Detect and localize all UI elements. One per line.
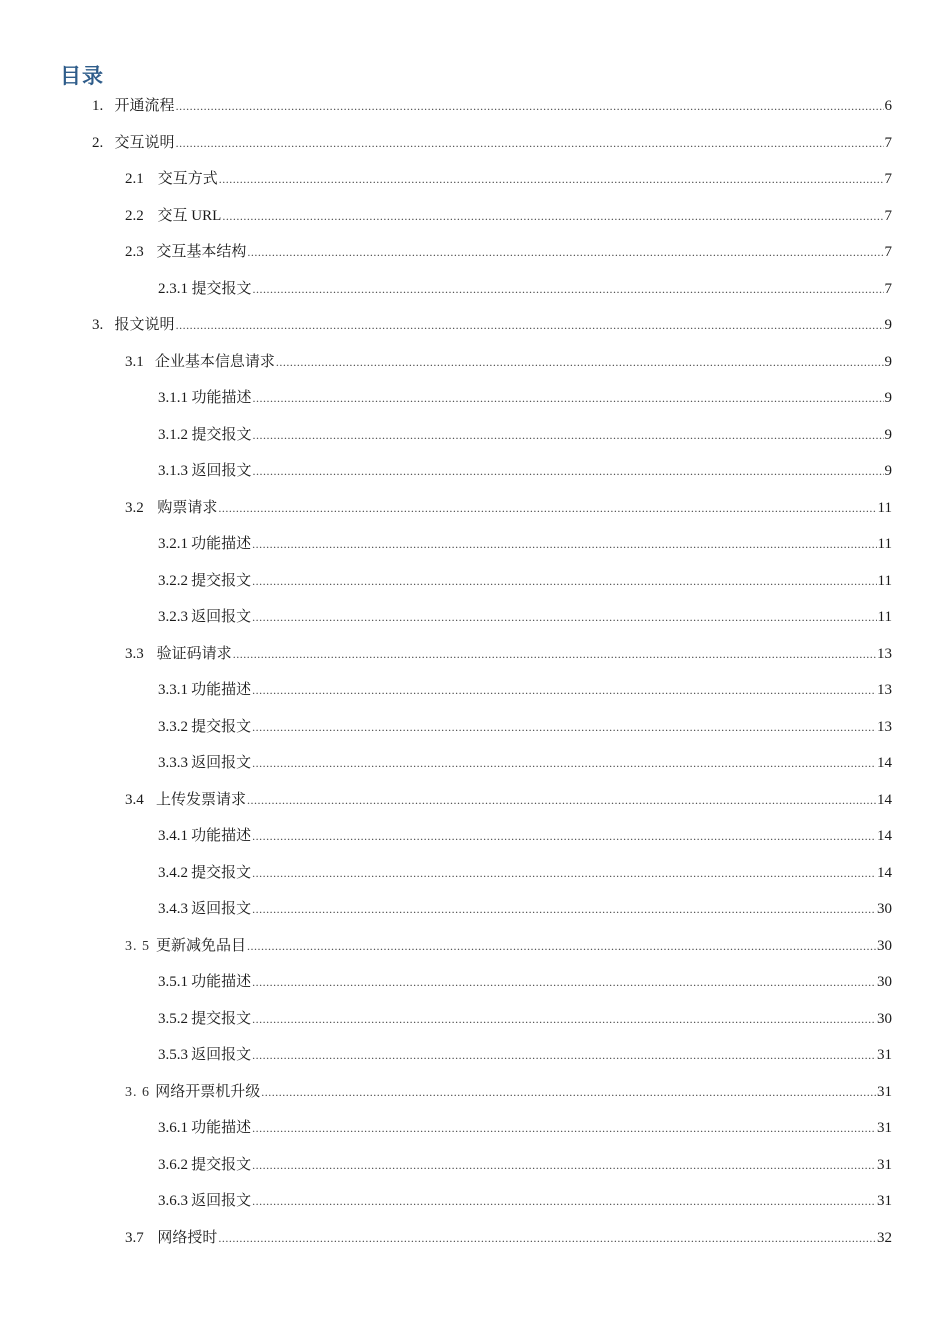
toc-entry-page-number: 30: [877, 974, 892, 990]
toc-entry-label: 开通流程: [114, 98, 175, 114]
toc-dot-leader: [176, 99, 884, 114]
toc-dot-leader: [252, 756, 876, 771]
toc-entry-number: 3.4: [125, 791, 144, 808]
toc-entry-number: 2.1: [125, 171, 144, 187]
toc-entry-page-number: 32: [877, 1229, 892, 1246]
toc-entry-number: 3.4.3: [158, 901, 188, 917]
toc-dot-leader: [176, 136, 884, 151]
toc-entry-label: 功能描述: [191, 682, 252, 698]
toc-entry-page-number: 14: [877, 755, 892, 771]
toc-dot-leader: [252, 902, 876, 917]
toc-dot-leader: [252, 1121, 876, 1136]
toc-entry-page-number: 31: [877, 1193, 892, 1209]
toc-entry-number: 3.2.1: [158, 536, 188, 552]
table-of-contents: [0, 86, 950, 1254]
toc-entry-page-number: 9: [884, 390, 892, 406]
toc-entry-line: [125, 1080, 892, 1101]
toc-dot-leader: [252, 1194, 876, 1209]
toc-entry-number: 3.1.3: [158, 463, 188, 479]
toc-entry-label: 购票请求: [157, 499, 218, 516]
toc-entry-label: 交互 URL: [157, 207, 222, 224]
toc-entry[interactable]: [0, 123, 950, 160]
toc-entry[interactable]: [0, 86, 950, 123]
toc-entry-line: [158, 569, 892, 590]
toc-entry-line: [158, 861, 892, 882]
toc-entry-page-number: 7: [884, 280, 892, 297]
toc-entry-line: [92, 313, 892, 334]
toc-entry-number: 2.3: [125, 244, 144, 260]
toc-entry[interactable]: [0, 780, 950, 817]
toc-entry-label: 功能描述: [191, 536, 252, 552]
toc-entry[interactable]: [0, 488, 950, 525]
toc-entry-number: 3.6.3: [158, 1193, 188, 1209]
toc-entry[interactable]: [0, 378, 950, 415]
toc-dot-leader: [218, 1231, 876, 1246]
toc-entry[interactable]: [0, 196, 950, 233]
toc-dot-leader: [247, 245, 883, 260]
toc-entry-number: 3.2: [125, 499, 144, 516]
toc-entry[interactable]: [0, 1181, 950, 1218]
toc-entry-line: [158, 1043, 892, 1064]
toc-entry-number: 3.1.1: [158, 390, 188, 406]
toc-entry-number: 2.: [92, 134, 104, 151]
toc-entry-number: 3.3.1: [158, 682, 188, 698]
toc-entry-label: 返回报文: [191, 609, 252, 625]
toc-dot-leader: [252, 683, 876, 698]
toc-entry-label: 交互基本结构: [156, 244, 247, 260]
toc-entry-label: 提交报文: [191, 1010, 252, 1027]
toc-entry-number: 3.1.2: [158, 426, 188, 443]
toc-entry-line: [158, 277, 892, 298]
toc-entry[interactable]: [0, 1145, 950, 1182]
toc-entry-line: [158, 897, 892, 918]
toc-entry-number: 2.2: [125, 207, 144, 224]
toc-entry-label: 网络开票机升级: [155, 1083, 261, 1100]
toc-entry-number: 3.4.1: [158, 828, 188, 844]
toc-entry[interactable]: [0, 1035, 950, 1072]
toc-entry-number: 1.: [92, 98, 104, 114]
toc-dot-leader: [261, 1085, 876, 1100]
toc-entry[interactable]: [0, 1218, 950, 1255]
toc-entry-label: 返回报文: [191, 1193, 252, 1209]
toc-entry-label: 功能描述: [191, 390, 252, 406]
toc-entry-label: 提交报文: [191, 280, 252, 297]
toc-entry-page-number: 31: [877, 1120, 892, 1136]
toc-dot-leader: [252, 1048, 876, 1063]
toc-entry-number: 3.3: [125, 645, 144, 662]
toc-entry-page-number: 31: [877, 1047, 892, 1063]
toc-dot-leader: [252, 574, 876, 589]
toc-entry[interactable]: [0, 743, 950, 780]
toc-entry[interactable]: [0, 889, 950, 926]
toc-entry-label: 返回报文: [191, 901, 252, 917]
toc-entry[interactable]: [0, 707, 950, 744]
toc-entry-page-number: 9: [884, 463, 892, 479]
toc-entry-label: 网络授时: [157, 1229, 218, 1246]
toc-entry-number: 3. 6: [125, 1084, 150, 1100]
toc-dot-leader: [252, 720, 876, 735]
toc-dot-leader: [253, 464, 884, 479]
toc-entry-page-number: 13: [877, 718, 892, 735]
toc-entry[interactable]: [0, 926, 950, 963]
toc-entry[interactable]: [0, 816, 950, 853]
toc-entry-label: 功能描述: [191, 828, 252, 844]
toc-entry-page-number: 30: [877, 937, 892, 954]
toc-entry-line: [158, 1189, 892, 1210]
toc-dot-leader: [253, 391, 884, 406]
toc-entry[interactable]: [0, 962, 950, 999]
toc-entry[interactable]: [0, 634, 950, 671]
toc-entry-page-number: 7: [884, 207, 892, 224]
toc-entry-line: [125, 642, 892, 663]
toc-entry-number: 3.2.3: [158, 609, 188, 625]
toc-entry-label: 交互说明: [114, 134, 175, 151]
toc-dot-leader: [247, 939, 876, 954]
toc-entry-line: [125, 496, 892, 517]
toc-entry-line: [158, 605, 892, 626]
toc-entry-label: 报文说明: [114, 317, 175, 333]
toc-entry[interactable]: [0, 451, 950, 488]
toc-entry[interactable]: [0, 999, 950, 1036]
toc-entry-line: [125, 240, 892, 261]
toc-entry[interactable]: [0, 305, 950, 342]
toc-entry-page-number: 31: [877, 1156, 892, 1173]
toc-entry-label: 返回报文: [191, 1047, 252, 1063]
toc-entry-line: [158, 1153, 892, 1174]
toc-entry-page-number: 7: [884, 244, 892, 260]
toc-entry-page-number: 13: [877, 645, 892, 662]
toc-entry-line: [125, 350, 892, 371]
toc-dot-leader: [252, 829, 876, 844]
toc-entry-label: 提交报文: [191, 572, 252, 589]
toc-entry-line: [125, 167, 892, 188]
toc-entry-label: 返回报文: [191, 755, 252, 771]
toc-entry[interactable]: [0, 269, 950, 306]
toc-dot-leader: [252, 537, 876, 552]
toc-entry-page-number: 11: [877, 499, 892, 516]
toc-entry[interactable]: [0, 561, 950, 598]
toc-entry-line: [125, 204, 892, 225]
toc-entry-line: [158, 459, 892, 480]
toc-entry-label: 提交报文: [191, 718, 252, 735]
toc-entry-line: [158, 1116, 892, 1137]
toc-entry-page-number: 31: [877, 1083, 892, 1100]
toc-entry[interactable]: [0, 853, 950, 890]
toc-entry-label: 上传发票请求: [155, 791, 246, 808]
toc-entry-line: [92, 94, 892, 115]
toc-entry-page-number: 14: [877, 828, 892, 844]
toc-dot-leader: [253, 428, 884, 443]
toc-entry-line: [158, 386, 892, 407]
toc-dot-leader: [276, 355, 884, 370]
toc-entry-page-number: 11: [877, 609, 892, 625]
toc-entry-label: 企业基本信息请求: [154, 353, 275, 370]
toc-entry-page-number: 14: [877, 791, 892, 808]
toc-entry-line: [125, 788, 892, 809]
toc-entry-line: [125, 934, 892, 955]
toc-entry-page-number: 14: [877, 864, 892, 881]
toc-entry-number: 3.: [92, 317, 104, 333]
toc-entry-number: 3.3.3: [158, 755, 188, 771]
toc-entry-label: 提交报文: [191, 426, 252, 443]
toc-dot-leader: [252, 610, 876, 625]
toc-entry-line: [158, 532, 892, 553]
toc-entry[interactable]: [0, 524, 950, 561]
toc-entry-page-number: 30: [877, 901, 892, 917]
toc-entry[interactable]: [0, 342, 950, 379]
toc-entry[interactable]: [0, 159, 950, 196]
toc-entry[interactable]: [0, 415, 950, 452]
toc-entry-page-number: 6: [884, 98, 892, 114]
toc-entry-page-number: 11: [877, 572, 892, 589]
toc-entry-number: 3.1: [125, 353, 144, 370]
toc-dot-leader: [252, 1012, 876, 1027]
toc-entry-label: 返回报文: [191, 463, 252, 479]
toc-entry-line: [158, 751, 892, 772]
toc-entry-page-number: 9: [884, 426, 892, 443]
toc-dot-leader: [252, 975, 876, 990]
toc-entry-line: [158, 970, 892, 991]
toc-entry-label: 功能描述: [191, 1120, 252, 1136]
toc-entry[interactable]: [0, 1108, 950, 1145]
toc-dot-leader: [176, 318, 884, 333]
toc-dot-leader: [218, 501, 876, 516]
toc-entry-number: 3.4.2: [158, 864, 188, 881]
toc-entry[interactable]: [0, 670, 950, 707]
toc-entry-label: 验证码请求: [156, 645, 232, 662]
toc-entry[interactable]: [0, 232, 950, 269]
toc-entry-number: 3.2.2: [158, 572, 188, 589]
toc-entry-label: 功能描述: [191, 974, 252, 990]
toc-dot-leader: [247, 793, 876, 808]
toc-entry-label: 交互方式: [157, 171, 218, 187]
toc-entry-page-number: 11: [877, 536, 892, 552]
toc-dot-leader: [252, 1158, 876, 1173]
toc-entry[interactable]: [0, 1072, 950, 1109]
toc-entry-line: [125, 1226, 892, 1247]
toc-dot-leader: [252, 866, 876, 881]
toc-entry-number: 3.3.2: [158, 718, 188, 735]
toc-entry-label: 提交报文: [191, 864, 252, 881]
toc-entry-number: 3.6.2: [158, 1156, 188, 1173]
toc-entry-line: [92, 131, 892, 152]
toc-dot-leader: [219, 172, 884, 187]
toc-entry-page-number: 9: [884, 353, 892, 370]
toc-dot-leader: [222, 209, 883, 224]
toc-entry-label: 提交报文: [191, 1156, 252, 1173]
toc-entry-page-number: 30: [877, 1010, 892, 1027]
toc-entry-number: 3.5.2: [158, 1010, 188, 1027]
toc-entry-page-number: 9: [884, 317, 892, 333]
toc-entry-page-number: 7: [884, 171, 892, 187]
toc-entry-page-number: 7: [884, 134, 892, 151]
toc-entry-number: 3.5.3: [158, 1047, 188, 1063]
toc-dot-leader: [253, 282, 884, 297]
toc-entry-line: [158, 824, 892, 845]
toc-dot-leader: [233, 647, 876, 662]
toc-entry-number: 3.5.1: [158, 974, 188, 990]
toc-entry-number: 3.6.1: [158, 1120, 188, 1136]
toc-entry-page-number: 13: [877, 682, 892, 698]
toc-entry-label: 更新减免品目: [155, 937, 246, 954]
toc-entry-number: 3. 5: [125, 938, 150, 954]
toc-title: 目录: [60, 64, 104, 88]
toc-entry-number: 3.7: [125, 1229, 144, 1246]
toc-entry[interactable]: [0, 597, 950, 634]
toc-entry-line: [158, 678, 892, 699]
toc-entry-number: 2.3.1: [158, 280, 188, 297]
toc-entry-line: [158, 423, 892, 444]
toc-entry-line: [158, 1007, 892, 1028]
toc-entry-line: [158, 715, 892, 736]
